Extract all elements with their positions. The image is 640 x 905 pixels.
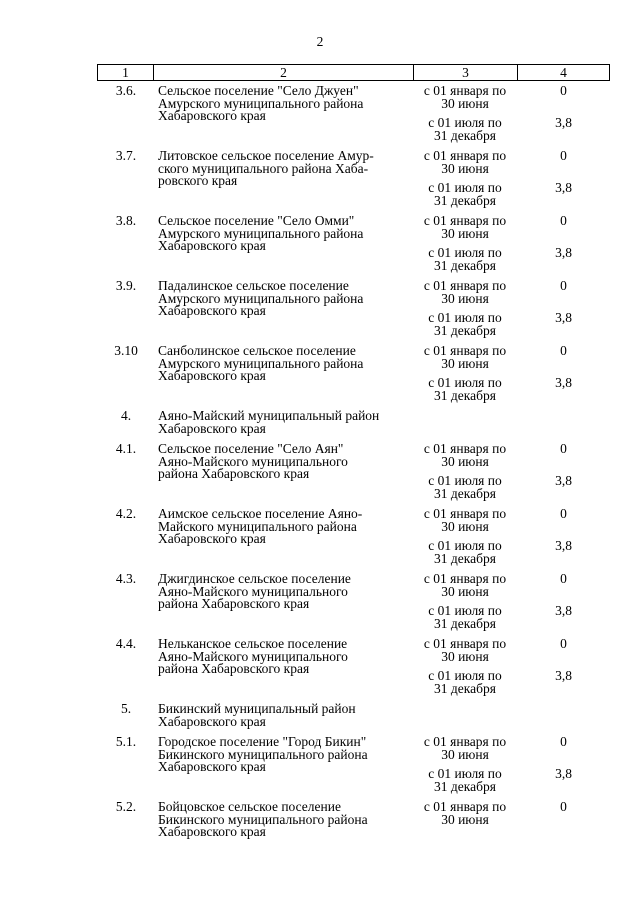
rate-value: 3,8 (555, 115, 572, 130)
period-line: с 01 июля по (428, 473, 502, 488)
row-number: 5.2. (115, 799, 137, 814)
settlement-name-line: Хабаровского края (158, 759, 266, 774)
period-line: 31 декабря (434, 257, 496, 273)
period (413, 638, 517, 663)
settlement-name-line: Амурского муниципального района (158, 225, 364, 241)
period (413, 247, 517, 272)
period-line: с 01 января по (423, 343, 507, 358)
settlement-name-line: Аяно-Майского муниципального (158, 453, 348, 469)
period-line: 31 декабря (434, 127, 496, 143)
table-row (0, 443, 640, 508)
settlement-name-line: Сельское поселение "Село Аян" (158, 441, 344, 456)
period (413, 508, 517, 533)
period-line: 31 декабря (434, 192, 496, 208)
period (413, 377, 517, 402)
rate-value: 0 (560, 148, 567, 163)
period-line: 30 июня (441, 746, 489, 762)
period (413, 215, 517, 240)
period-line: с 01 июля по (428, 115, 502, 130)
period-line: с 01 января по (423, 734, 507, 749)
settlement-name-line: ского муниципального района Хаба- (158, 160, 369, 176)
table-body (0, 85, 640, 866)
rate-value: 0 (560, 571, 567, 586)
period (413, 345, 517, 370)
period-line: с 01 января по (423, 506, 507, 521)
table-header (97, 64, 610, 81)
row-number: 5.1. (115, 734, 137, 749)
settlement-name-line: Амурского муниципального района (158, 95, 364, 111)
table-row (0, 85, 640, 150)
period-line: с 01 июля по (428, 180, 502, 195)
period (413, 280, 517, 305)
period-line: 31 декабря (434, 680, 496, 696)
row-number: 3.8. (115, 213, 137, 228)
settlement-name (158, 345, 413, 383)
rate-value: 0 (560, 278, 567, 293)
row-number: 4.1. (115, 441, 137, 456)
period-line: 30 июня (441, 518, 489, 534)
settlement-name-line: Майского муниципального района (158, 518, 357, 534)
period-line: 31 декабря (434, 778, 496, 794)
rate-value: 0 (560, 506, 567, 521)
settlement-name (158, 573, 413, 611)
table-row (0, 215, 640, 280)
period-line: 30 июня (441, 290, 489, 306)
rate-value: 0 (560, 734, 567, 749)
period (413, 475, 517, 500)
period-line: 31 декабря (434, 615, 496, 631)
period (413, 443, 517, 468)
settlement-name-line: Нельканское сельское поселение (158, 636, 348, 651)
settlement-name-line: Аяно-Майский муниципальный район (158, 408, 380, 423)
settlement-name (158, 703, 413, 728)
settlement-name-line: Бикинского муниципального района (158, 811, 368, 827)
period (413, 117, 517, 142)
settlement-name (158, 638, 413, 676)
settlement-name-line: Сельское поселение "Село Омми" (158, 213, 355, 228)
period (413, 768, 517, 793)
period-line: с 01 июля по (428, 245, 502, 260)
rate-value: 3,8 (555, 538, 572, 553)
row-number: 4.4. (115, 636, 137, 651)
settlement-name-line: Санболинское сельское поселение (158, 343, 356, 358)
rate-value: 3,8 (555, 310, 572, 325)
period (413, 312, 517, 337)
period (413, 736, 517, 761)
period (413, 605, 517, 630)
table-row (0, 801, 640, 866)
table-row (0, 150, 640, 215)
period-line: 31 декабря (434, 322, 496, 338)
period (413, 85, 517, 110)
settlement-name-line: Аяно-Майского муниципального (158, 583, 348, 599)
period-line: 30 июня (441, 648, 489, 664)
period-line: с 01 января по (423, 278, 507, 293)
rate-value: 3,8 (555, 668, 572, 683)
period-line: с 01 января по (423, 799, 507, 814)
settlement-name-line: Сельское поселение "Село Джуен" (158, 83, 359, 98)
period (413, 182, 517, 207)
settlement-name (158, 280, 413, 318)
period-line: с 01 июля по (428, 766, 502, 781)
settlement-name-line: Городское поселение "Город Бикин" (158, 734, 367, 749)
header-col-1: 1 (122, 65, 129, 80)
settlement-name-line: Аимское сельское поселение Аяно- (158, 506, 363, 521)
table-row (0, 573, 640, 638)
period-line: с 01 июля по (428, 538, 502, 553)
settlement-name (158, 410, 413, 435)
period-line: с 01 июля по (428, 375, 502, 390)
settlement-name (158, 150, 413, 188)
rate-value: 0 (560, 636, 567, 651)
rate-value: 3,8 (555, 245, 572, 260)
row-number: 3.6. (115, 83, 137, 98)
settlement-name-line: Хабаровского края (158, 531, 266, 546)
row-number: 3.7. (115, 148, 137, 163)
period-line: 30 июня (441, 583, 489, 599)
rate-value: 3,8 (555, 603, 572, 618)
rate-value: 0 (560, 441, 567, 456)
settlement-name-line: Джигдинское сельское поселение (158, 571, 351, 586)
period-line: с 01 января по (423, 83, 507, 98)
period-line: с 01 января по (423, 441, 507, 456)
period (413, 801, 517, 826)
row-number: 3.9. (115, 278, 137, 293)
table-row (0, 508, 640, 573)
period-line: с 01 июля по (428, 310, 502, 325)
period (413, 540, 517, 565)
rate-value: 0 (560, 83, 567, 98)
settlement-name-line: Бойцовское сельское поселение (158, 799, 341, 814)
settlement-name-line: Амурского муниципального района (158, 355, 364, 371)
settlement-name-line: Аяно-Майского муниципального (158, 648, 348, 664)
header-col-2: 2 (280, 65, 287, 80)
row-number: 4.2. (115, 506, 137, 521)
rate-value: 3,8 (555, 473, 572, 488)
settlement-name (158, 85, 413, 123)
settlement-name-line: Амурского муниципального района (158, 290, 364, 306)
period-line: 30 июня (441, 811, 489, 827)
table-row (0, 703, 640, 736)
table-row (0, 280, 640, 345)
rate-value: 3,8 (555, 766, 572, 781)
table-row (0, 410, 640, 443)
period-line: 31 декабря (434, 485, 496, 501)
settlement-name-line: Бикинского муниципального района (158, 746, 368, 762)
period-line: 30 июня (441, 453, 489, 469)
settlement-name (158, 736, 413, 774)
settlement-name-line: Бикинский муниципальный район (158, 701, 356, 716)
page-number: 2 (316, 34, 324, 49)
period (413, 670, 517, 695)
rate-value: 3,8 (555, 180, 572, 195)
settlement-name-line: района Хабаровского края (158, 661, 310, 676)
settlement-name-line: Литовское сельское поселение Амур- (158, 148, 374, 163)
settlement-name (158, 215, 413, 253)
settlement-name-line: Хабаровского края (158, 108, 266, 123)
period-line: с 01 июля по (428, 603, 502, 618)
period (413, 150, 517, 175)
rate-value: 0 (560, 343, 567, 358)
settlement-name-line: Хабаровского края (158, 303, 266, 318)
period-line: с 01 января по (423, 213, 507, 228)
period (413, 573, 517, 598)
period-line: 31 декабря (434, 550, 496, 566)
settlement-name (158, 801, 413, 839)
period-line: с 01 января по (423, 148, 507, 163)
period-line: с 01 января по (423, 636, 507, 651)
row-number: 4.3. (115, 571, 137, 586)
header-col-4: 4 (560, 65, 567, 80)
settlement-name-line: Падалинское сельское поселение (158, 278, 349, 293)
settlement-name-line: района Хабаровского края (158, 596, 310, 611)
header-col-3: 3 (462, 65, 469, 80)
settlement-name-line: района Хабаровского края (158, 466, 310, 481)
row-number: 5. (120, 701, 132, 716)
settlement-name (158, 508, 413, 546)
period-line: с 01 января по (423, 571, 507, 586)
settlement-name-line: ровского края (158, 173, 238, 188)
period-line: 30 июня (441, 355, 489, 371)
table-row (0, 736, 640, 801)
settlement-name-line: Хабаровского края (158, 713, 266, 729)
period-line: 30 июня (441, 160, 489, 176)
settlement-name-line: Хабаровского края (158, 824, 266, 839)
rate-value: 0 (560, 799, 567, 814)
row-number: 3.10 (114, 343, 138, 358)
rate-value: 0 (560, 213, 567, 228)
settlement-name-line: Хабаровского края (158, 368, 266, 383)
period-line: 31 декабря (434, 387, 496, 403)
period-line: с 01 июля по (428, 668, 502, 683)
settlement-name-line: Хабаровского края (158, 420, 266, 436)
period-line: 30 июня (441, 95, 489, 111)
settlement-name-line: Хабаровского края (158, 238, 266, 253)
table-row (0, 345, 640, 410)
row-number: 4. (120, 408, 132, 423)
table-row (0, 638, 640, 703)
rate-value: 3,8 (555, 375, 572, 390)
period-line: 30 июня (441, 225, 489, 241)
settlement-name (158, 443, 413, 481)
